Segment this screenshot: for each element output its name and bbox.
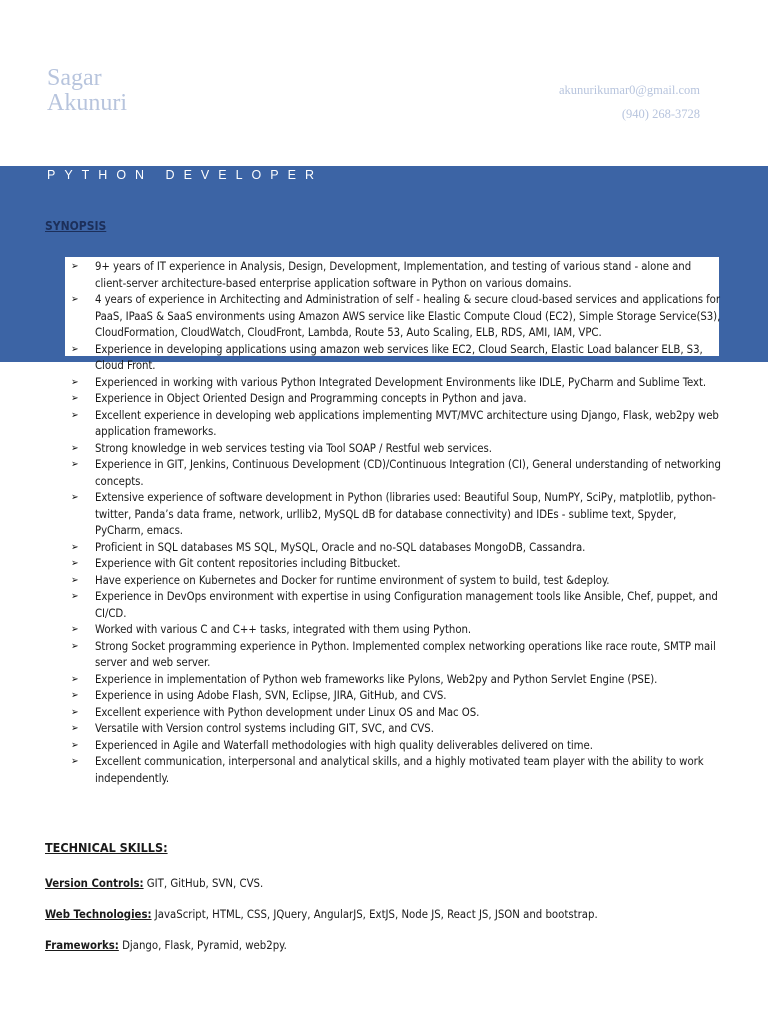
web-technologies-value: JavaScript, HTML, CSS, JQuery, AngularJS, ExtJS, Node JS, React JS, JSON and bootstrap. bbox=[151, 908, 598, 921]
list-item: ➢ Experience in developing applications using amazon web services like EC2, Cloud Search, Elastic Load balancer ELB, S3, Cloud Front. bbox=[71, 342, 703, 372]
arrow-bullet-icon: ➢ bbox=[71, 723, 79, 734]
web-technologies-line bbox=[45, 908, 598, 921]
list-item: ➢ Experience in GIT, Jenkins, Continuous Development (CD)/Continuous Integration (CI), General understanding of networking concepts. bbox=[71, 458, 721, 488]
email-text: akunurikumar0@gmail.com bbox=[559, 83, 700, 97]
technical-skills-heading: TECHNICAL SKILLS: bbox=[45, 840, 168, 855]
list-item: ➢ 9+ years of IT experience in Analysis, Design, Development, Implementation, and testing of various stand - alone and client-server architecture-based enterprise application software in Python on various domains. bbox=[71, 260, 692, 290]
frameworks-line bbox=[45, 939, 287, 952]
synopsis-list bbox=[71, 259, 721, 787]
version-controls-line bbox=[45, 877, 263, 890]
synopsis-heading: SYNOPSIS bbox=[45, 219, 107, 233]
version-controls-label: Version Controls: bbox=[45, 877, 144, 890]
list-item: ➢ Experienced in Agile and Waterfall methodologies with high quality deliverables delivered on time. bbox=[71, 738, 721, 755]
list-item: ➢ Experience with Git content repositories including Bitbucket. bbox=[71, 556, 721, 573]
list-item: ➢ 4 years of experience in Architecting and Administration of self - healing & secure cloud-based services and applications for PaaS, IPaaS & SaaS environments using Amazon AWS service like Elastic Compute Cloud (EC2), Simple Storage Service(S3), CloudFormation, CloudWatch, CloudFront, Lambda, Route 53, Auto Scaling, ELB, RDS, AMI, IAM, VPC. bbox=[71, 293, 721, 339]
arrow-bullet-icon: ➢ bbox=[71, 574, 79, 586]
list-item: ➢ Experience in using Adobe Flash, SVN, Eclipse, JIRA, GitHub, and CVS. bbox=[71, 688, 721, 705]
frameworks-label: Frameworks: bbox=[45, 939, 119, 952]
arrow-bullet-icon: ➢ bbox=[71, 690, 79, 701]
arrow-bullet-icon: ➢ bbox=[71, 673, 79, 685]
arrow-bullet-icon: ➢ bbox=[71, 756, 79, 767]
arrow-bullet-icon: ➢ bbox=[71, 459, 79, 470]
version-controls-value: GIT, GitHub, SVN, CVS. bbox=[143, 877, 264, 890]
list-item: ➢ Excellent communication, interpersonal and analytical skills, and a highly motivated team player with the ability to work independently. bbox=[71, 755, 704, 785]
last-name: Akunuri bbox=[47, 90, 127, 116]
list-item: ➢ Worked with various C and C++ tasks, integrated with them using Python. bbox=[71, 622, 721, 639]
arrow-bullet-icon: ➢ bbox=[71, 492, 79, 503]
arrow-bullet-icon: ➢ bbox=[71, 591, 79, 602]
frameworks-value: Django, Flask, Pyramid, web2py. bbox=[118, 939, 287, 952]
list-item: ➢ Extensive experience of software development in Python (libraries used: Beautiful Soup, NumPY, SciPy, matplotlib, python-twitter, Panda’s data frame, network, urllib2, MySQL dB for database connectivity) and IDEs - sublime text, Spyder, PyCharm, emacs. bbox=[71, 491, 716, 537]
arrow-bullet-icon: ➢ bbox=[71, 706, 79, 718]
arrow-bullet-icon: ➢ bbox=[71, 541, 79, 553]
list-item: ➢ Have experience on Kubernetes and Docker for runtime environment of system to build, test &deploy. bbox=[71, 573, 721, 590]
arrow-bullet-icon: ➢ bbox=[71, 409, 79, 421]
list-item: ➢ Strong knowledge in web services testing via Tool SOAP / Restful web services. bbox=[71, 441, 721, 458]
list-item: ➢ Experience in implementation of Python web frameworks like Pylons, Web2py and Python Servlet Engine (PSE). bbox=[71, 672, 721, 689]
list-item: ➢ Experience in Object Oriented Design and Programming concepts in Python and java. bbox=[71, 391, 721, 408]
contact-block bbox=[559, 78, 700, 126]
arrow-bullet-icon: ➢ bbox=[71, 393, 79, 404]
arrow-bullet-icon: ➢ bbox=[71, 376, 79, 388]
arrow-bullet-icon: ➢ bbox=[71, 624, 79, 635]
candidate-name bbox=[47, 66, 127, 116]
arrow-bullet-icon: ➢ bbox=[71, 294, 79, 305]
list-item: ➢ Experienced in working with various Python Integrated Development Environments like IDLE, PyCharm and Sublime Text. bbox=[71, 375, 721, 392]
arrow-bullet-icon: ➢ bbox=[71, 261, 79, 272]
arrow-bullet-icon: ➢ bbox=[71, 640, 79, 652]
web-technologies-label: Web Technologies: bbox=[45, 908, 152, 921]
role-title: PYTHON DEVELOPER bbox=[47, 168, 323, 182]
list-item: ➢ Versatile with Version control systems including GIT, SVC, and CVS. bbox=[71, 721, 721, 738]
phone-text: (940) 268-3728 bbox=[621, 107, 700, 121]
arrow-bullet-icon: ➢ bbox=[71, 442, 79, 454]
list-item: ➢ Excellent experience with Python development under Linux OS and Mac OS. bbox=[71, 705, 721, 722]
list-item: ➢ Excellent experience in developing web applications implementing MVT/MVC architecture using Django, Flask, web2py web application frameworks. bbox=[71, 408, 719, 438]
arrow-bullet-icon: ➢ bbox=[71, 739, 79, 751]
list-item: ➢ Experience in DevOps environment with expertise in using Configuration management tools like Ansible, Chef, puppet, and CI/CD. bbox=[71, 590, 718, 620]
list-item: ➢ Strong Socket programming experience in Python. Implemented complex networking operations like race route, SMTP mail server and web server. bbox=[71, 639, 716, 669]
list-item: ➢ Proficient in SQL databases MS SQL, MySQL, Oracle and no-SQL databases MongoDB, Cassandra. bbox=[71, 540, 721, 557]
arrow-bullet-icon: ➢ bbox=[71, 343, 79, 355]
first-name: Sagar bbox=[47, 65, 102, 91]
arrow-bullet-icon: ➢ bbox=[71, 558, 79, 569]
